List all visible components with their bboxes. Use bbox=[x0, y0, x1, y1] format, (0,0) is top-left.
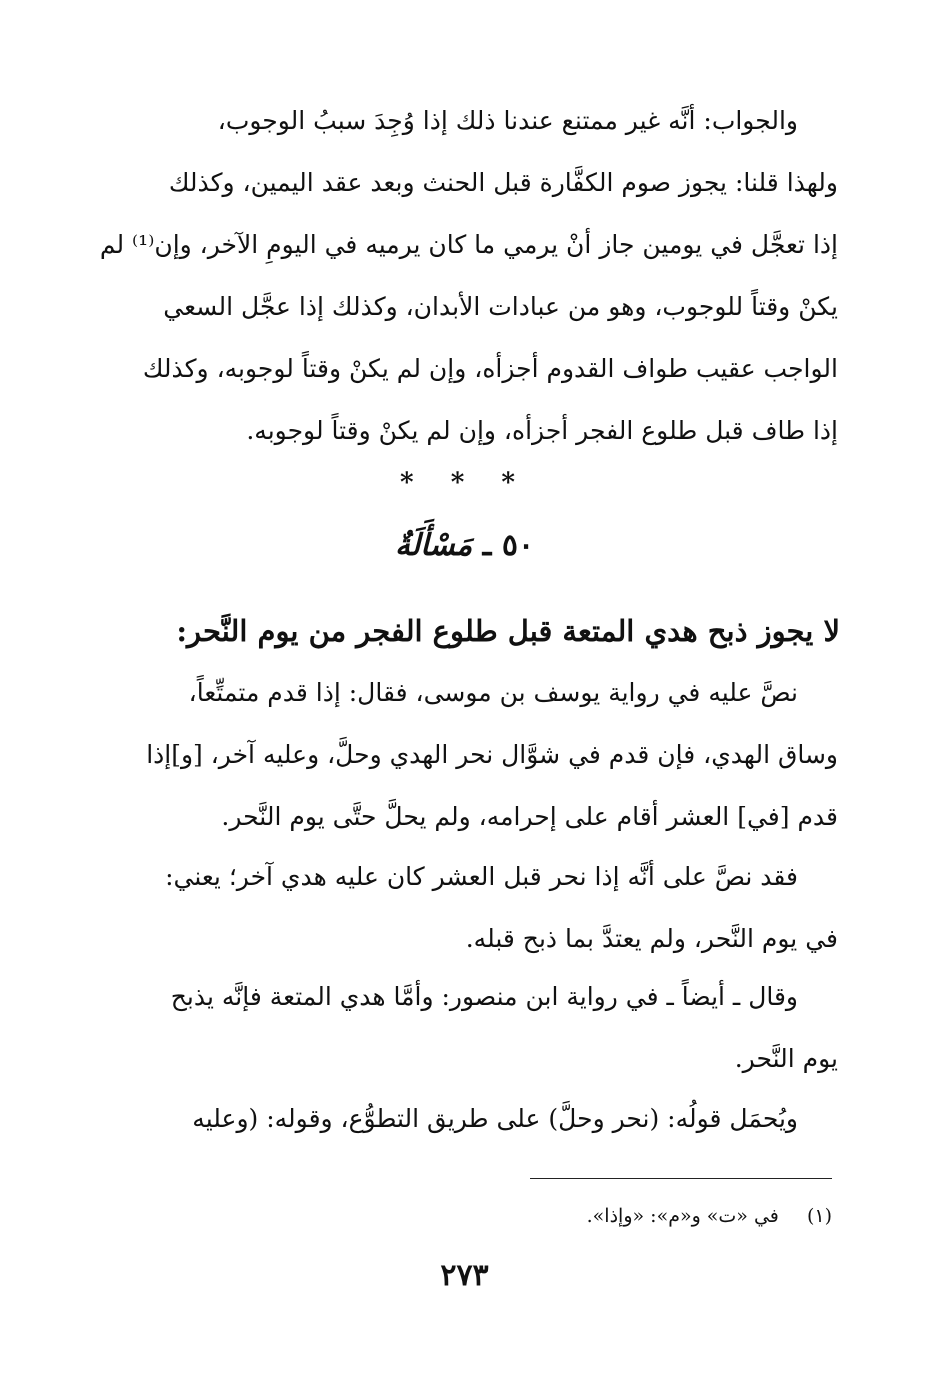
issue-title: لا يجوز ذبح هدي المتعة قبل طلوع الفجر من يوم النَّحر: bbox=[176, 614, 840, 648]
paragraph bbox=[118, 966, 838, 1090]
text-line: في يوم النَّحر، ولم يعتدَّ بما ذبح قبله. bbox=[465, 924, 838, 953]
issue-heading bbox=[0, 528, 929, 563]
text-line: ويُحمَل قولُه: (نحر وحلَّ) على طريق التطوُّع، وقوله: (وعليه bbox=[192, 1104, 798, 1133]
text-line: الواجب عقيب طواف القدوم أجزأه، وإن لم يكنْ وقتاً لوجوبه، وكذلك bbox=[142, 354, 838, 383]
text-line: إذا تعجَّل في يومين جاز أنْ يرمي ما كان يرميه في اليومِ الآخر، وإن⁽¹⁾ لم bbox=[99, 230, 838, 259]
paragraph bbox=[118, 1088, 838, 1150]
paragraph bbox=[118, 662, 838, 848]
page-number: ٢٧٣ bbox=[440, 1258, 489, 1293]
text-line: فقد نصَّ على أنَّه إذا نحر قبل العشر كان عليه هدي آخر؛ يعني: bbox=[165, 862, 798, 891]
footnote-divider bbox=[530, 1178, 832, 1179]
text-line: ولهذا قلنا: يجوز صوم الكفَّارة قبل الحنث وبعد عقد اليمين، وكذلك bbox=[168, 168, 838, 197]
issue-number: ٥٠ ـ bbox=[482, 528, 535, 563]
text-line: يكنْ وقتاً للوجوب، وهو من عبادات الأبدان، وكذلك إذا عجَّل السعي bbox=[163, 292, 838, 321]
text-line: وساق الهدي، فإن قدم في شوَّال نحر الهدي وحلَّ، وعليه آخر، [و]إذا bbox=[146, 740, 838, 769]
section-separator: * * * bbox=[400, 468, 529, 498]
issue-word: مَسْأَلَةٌ bbox=[394, 528, 473, 563]
footnote bbox=[300, 1198, 832, 1234]
footnote-text: في «ت» و«م»: «وإذا». bbox=[586, 1205, 779, 1227]
text-line: نصَّ عليه في رواية يوسف بن موسى، فقال: إذا قدم متمتِّعاً، bbox=[188, 678, 798, 707]
footnote-number: (١) bbox=[806, 1205, 832, 1227]
intro-paragraph bbox=[99, 90, 838, 462]
paragraph bbox=[118, 846, 838, 970]
text-line: إذا طاف قبل طلوع الفجر أجزأه، وإن لم يكنْ وقتاً لوجوبه. bbox=[246, 416, 838, 445]
text-line: وقال ـ أيضاً ـ في رواية ابن منصور: وأمَّا هدي المتعة فإنَّه يذبح bbox=[170, 982, 798, 1011]
text-line: يوم النَّحر. bbox=[734, 1044, 838, 1073]
text-line: والجواب: أنَّه غير ممتنع عندنا ذلك إذا وُجِدَ سببُ الوجوب، bbox=[217, 106, 798, 135]
text-line: قدم [في] العشر أقام على إحرامه، ولم يحلَّ حتَّى يوم النَّحر. bbox=[221, 802, 838, 831]
